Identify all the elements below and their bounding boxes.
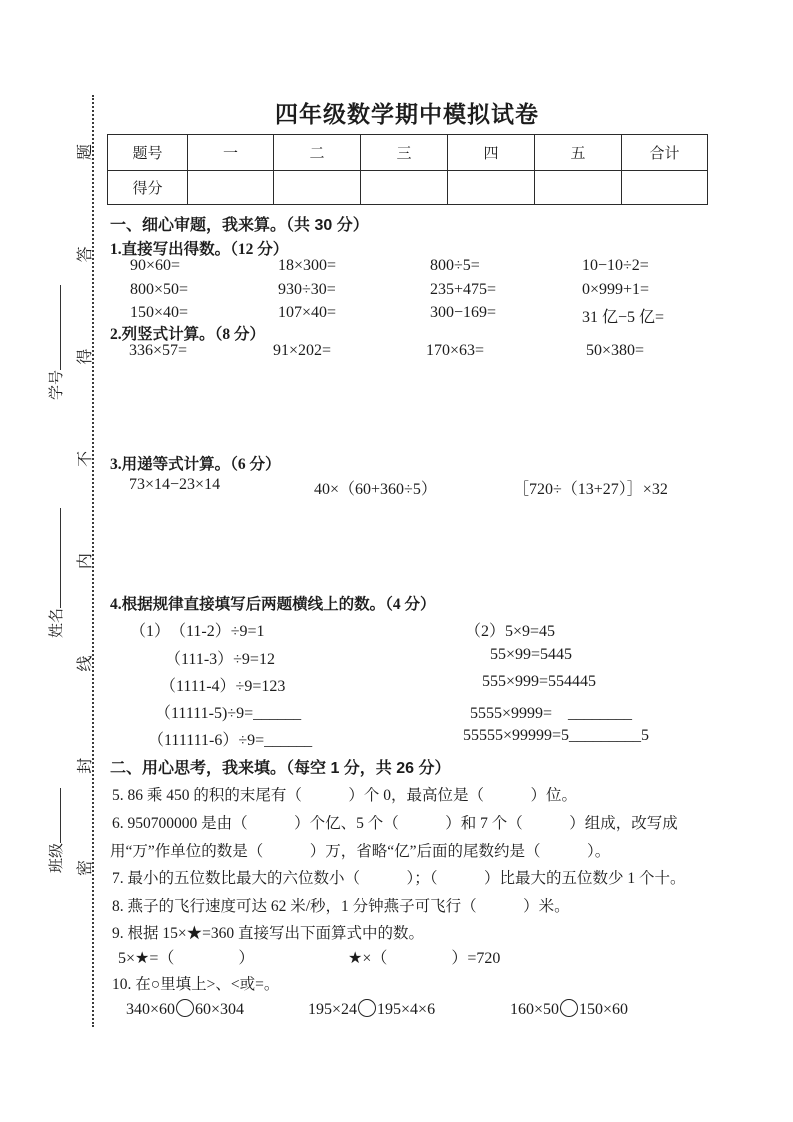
- expression: 5555×9999= ________: [470, 705, 633, 722]
- margin-student-fields: [45, 96, 69, 1036]
- question-6-line2: 用“万”作单位的数是（ ）万，省略“亿”后面的尾数约是（ ）。: [110, 843, 611, 860]
- expression: 55555×99999=5_________5: [463, 727, 650, 744]
- question-10-comparisons: [110, 999, 775, 1023]
- comparison-item: [510, 999, 628, 1019]
- expression: 800÷5=: [430, 257, 480, 274]
- expression: 336×57=: [129, 342, 188, 359]
- expression: 107×40=: [278, 304, 337, 321]
- expression: 235+475=: [430, 281, 497, 298]
- page-title: 四年级数学期中模拟试卷: [275, 102, 539, 127]
- q4-row5: [110, 727, 775, 751]
- question-6-line1: 6. 950700000 是由（ ）个亿、5 个（ ）和 7 个（ ）组成，改写成: [112, 815, 678, 832]
- seal-char: 题: [76, 144, 94, 161]
- student-id-label: 学号: [49, 369, 65, 400]
- expression: （111111-6）÷9=______: [148, 732, 313, 749]
- score-label: 得分: [108, 171, 188, 205]
- seal-char: 封: [76, 757, 94, 774]
- col-total: 合计: [622, 135, 708, 171]
- q4-row3: [110, 673, 775, 697]
- q1-heading: 1.直接写出得数。（12 分）: [110, 241, 289, 258]
- seal-char: 线: [76, 655, 94, 672]
- expression: 73×14−23×14: [129, 476, 221, 493]
- score-table-score-row: [108, 171, 708, 205]
- part2-heading: 二、用心思考，我来填。（每空 1 分，共 26 分）: [110, 760, 451, 777]
- part1-heading: 一、细心审题，我来算。（共 30 分）: [110, 217, 369, 234]
- q4-row4: [110, 700, 775, 724]
- expression: 55×99=5445: [490, 646, 573, 663]
- expression: 300−169=: [430, 304, 497, 321]
- expression: 10−10÷2=: [582, 257, 649, 274]
- expression: 150×40=: [130, 304, 189, 321]
- col-part2: 二: [274, 135, 361, 171]
- expression: （1111-4）÷9=123: [160, 678, 286, 695]
- expression: 31 亿−5 亿=: [582, 309, 665, 326]
- comparison-item: [308, 999, 435, 1019]
- name-label: 姓名: [49, 607, 65, 638]
- expression: 800×50=: [130, 281, 189, 298]
- class-blank-line: [45, 788, 61, 843]
- expression: ［720÷（13+27）］×32: [513, 481, 668, 498]
- name-blank-line: [45, 508, 61, 608]
- expression: 50×380=: [586, 342, 645, 359]
- score-cell: [448, 171, 535, 205]
- expression: ★×（ ）=720: [348, 950, 501, 967]
- comparison-circle-icon: [358, 999, 376, 1017]
- question-7: 7. 最小的五位数比最大的六位数小（ ）；（ ）比最大的五位数少 1 个十。: [112, 870, 686, 887]
- expression: 555×999=554445: [482, 673, 597, 690]
- expression: 18×300=: [278, 257, 337, 274]
- expression: 0×999+1=: [582, 281, 650, 298]
- expression: 5×★=（ ）: [118, 950, 255, 967]
- seal-char: 内: [76, 553, 94, 570]
- question-10-intro: 10. 在○里填上>、<或=。: [112, 976, 280, 993]
- question-5: 5. 86 乘 450 的积的末尾有（ ）个 0，最高位是（ ）位。: [112, 787, 578, 804]
- question-9-equations: [110, 945, 775, 969]
- qnum-label: 题号: [108, 135, 188, 171]
- expression: 90×60=: [130, 257, 181, 274]
- q3-row: [110, 476, 775, 500]
- col-part4: 四: [448, 135, 535, 171]
- q2-row: [110, 342, 775, 366]
- q4-row2: [110, 646, 775, 670]
- expression: 340×60: [126, 1001, 176, 1018]
- expression: 930÷30=: [278, 281, 336, 298]
- col-part5: 五: [535, 135, 622, 171]
- q2-heading: 2.列竖式计算。（8 分）: [110, 326, 266, 343]
- score-cell: [274, 171, 361, 205]
- q4-row1: [110, 618, 775, 642]
- question-8: 8. 燕子的飞行速度可达 62 米/秒，1 分钟燕子可飞行（ ）米。: [112, 898, 570, 915]
- expression: （1） （11-2）÷9=1: [130, 623, 265, 640]
- expression: （11111-5)÷9=______: [155, 705, 302, 722]
- score-cell: [361, 171, 448, 205]
- expression: 150×60: [579, 1001, 629, 1018]
- comparison-circle-icon: [560, 999, 578, 1017]
- comparison-item: [126, 999, 244, 1019]
- col-part3: 三: [361, 135, 448, 171]
- expression: 40×（60+360÷5）: [314, 481, 437, 498]
- expression: （2）5×9=45: [465, 623, 556, 640]
- seal-char: 得: [76, 348, 94, 365]
- expression: 60×304: [195, 1001, 245, 1018]
- q1-row2: [110, 281, 775, 305]
- seal-char: 密: [76, 859, 94, 876]
- score-cell: [535, 171, 622, 205]
- expression: 91×202=: [273, 342, 332, 359]
- score-cell: [622, 171, 708, 205]
- seal-char: 答: [76, 246, 94, 263]
- expression: 195×4×6: [377, 1001, 436, 1018]
- student-id-blank-line: [45, 285, 61, 370]
- seal-char: 不: [76, 450, 94, 467]
- q1-row1: [110, 257, 775, 281]
- score-table: [107, 134, 708, 205]
- seal-text: [71, 96, 95, 1036]
- expression: （111-3）÷9=12: [165, 651, 275, 668]
- question-9-intro: 9. 根据 15×★=360 直接写出下面算式中的数。: [112, 925, 424, 942]
- col-part1: 一: [188, 135, 274, 171]
- comparison-circle-icon: [176, 999, 194, 1017]
- expression: 170×63=: [426, 342, 485, 359]
- score-cell: [188, 171, 274, 205]
- class-label: 班级: [49, 842, 65, 873]
- q4-heading: 4.根据规律直接填写后两题横线上的数。（4 分）: [110, 596, 436, 613]
- expression: 195×24: [308, 1001, 358, 1018]
- score-table-header-row: [108, 135, 708, 171]
- expression: 160×50: [510, 1001, 560, 1018]
- q3-heading: 3.用递等式计算。（6 分）: [110, 456, 281, 473]
